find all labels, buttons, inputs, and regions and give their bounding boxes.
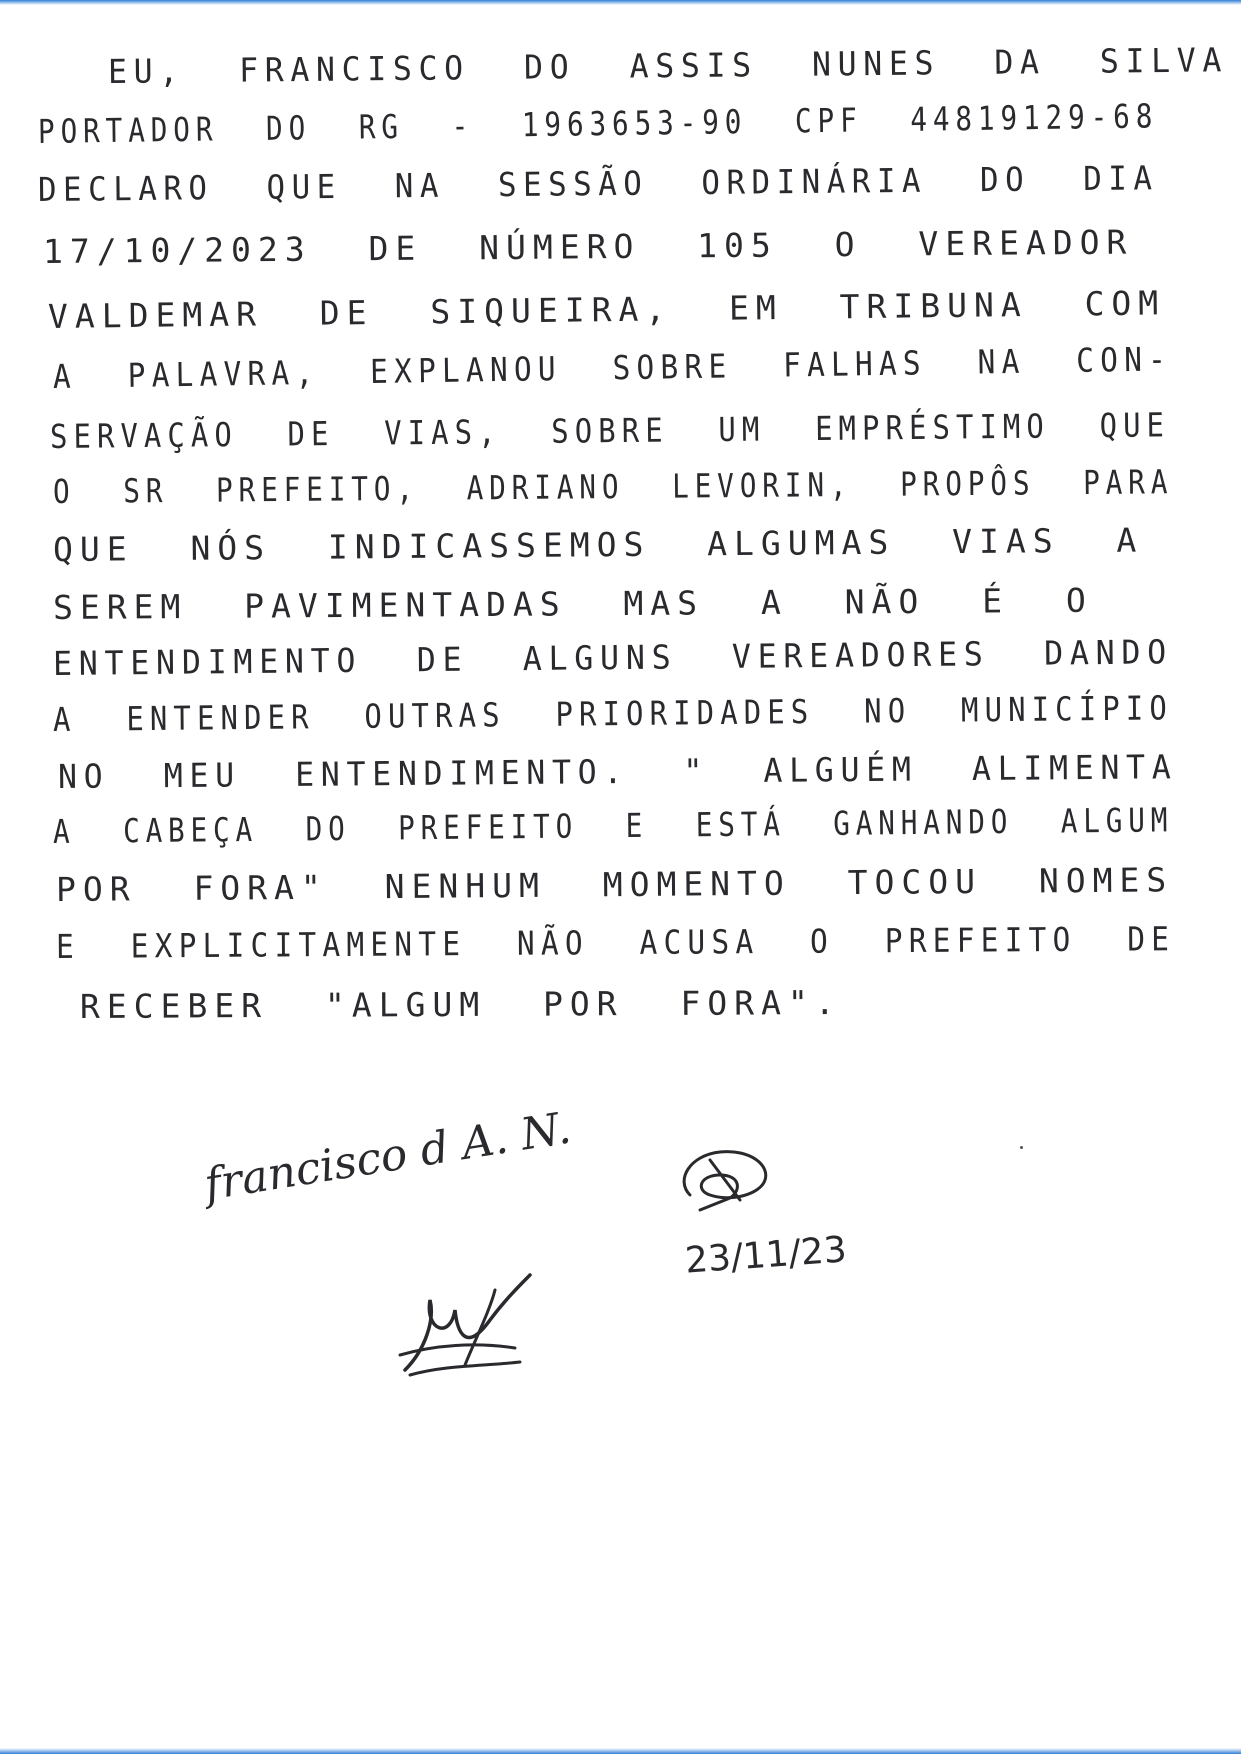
declaration-line: A ENTENDER OUTRAS PRIORIDADES NO MUNICÍPIO	[52, 688, 1174, 739]
initials-signature-icon	[395, 1270, 545, 1380]
signature-name: francisco d A. N.	[201, 1102, 575, 1211]
declaration-line: SEREM PAVIMENTADAS MAS A NÃO É O	[52, 580, 1093, 627]
scan-edge-bottom	[0, 1748, 1241, 1754]
declaration-line: DECLARO QUE NA SESSÃO ORDINÁRIA DO DIA	[37, 158, 1159, 209]
declaration-line: A PALAVRA, EXPLANOU SOBRE FALHAS NA CON-	[52, 339, 1173, 396]
declaration-line: PORTADOR DO RG - 1963653-90 CPF 44819129-68	[37, 96, 1159, 151]
declaration-line: RECEBER "ALGUM POR FORA".	[79, 983, 842, 1026]
signature-date: 23/11/23	[683, 1229, 848, 1282]
declaration-line: SERVAÇÃO DE VIAS, SOBRE UM EMPRÉSTIMO QUE	[49, 405, 1171, 456]
declaration-line: ENTENDIMENTO DE ALGUNS VEREADORES DANDO	[52, 632, 1174, 683]
declaration-line: POR FORA" NENHUM MOMENTO TOCOU NOMES	[55, 860, 1174, 909]
scan-speck	[1020, 1146, 1023, 1149]
scan-edge-top	[0, 0, 1241, 5]
declaration-line: O SR PREFEITO, ADRIANO LEVORIN, PROPÔS PARA	[52, 462, 1174, 511]
declaration-line: QUE NÓS INDICASSEMOS ALGUMAS VIAS A	[52, 520, 1144, 569]
declaration-line: 17/10/2023 DE NÚMERO 105 O VEREADOR	[42, 222, 1134, 271]
signature-block	[195, 1102, 848, 1400]
signature-flourish-icon	[670, 1140, 780, 1220]
declaration-line: VALDEMAR DE SIQUEIRA, EM TRIBUNA COM	[47, 283, 1166, 336]
declaration-line: A CABEÇA DO PREFEITO E ESTÁ GANHANDO ALGUM	[52, 800, 1174, 851]
declaration-line: NO MEU ENTENDIMENTO. " ALGUÉM ALIMENTA	[57, 747, 1178, 796]
declaration-line: E EXPLICITAMENTE NÃO ACUSA O PREFEITO DE	[55, 919, 1176, 966]
declaration-line: EU, FRANCISCO DO ASSIS NUNES DA SILVA	[107, 40, 1229, 91]
